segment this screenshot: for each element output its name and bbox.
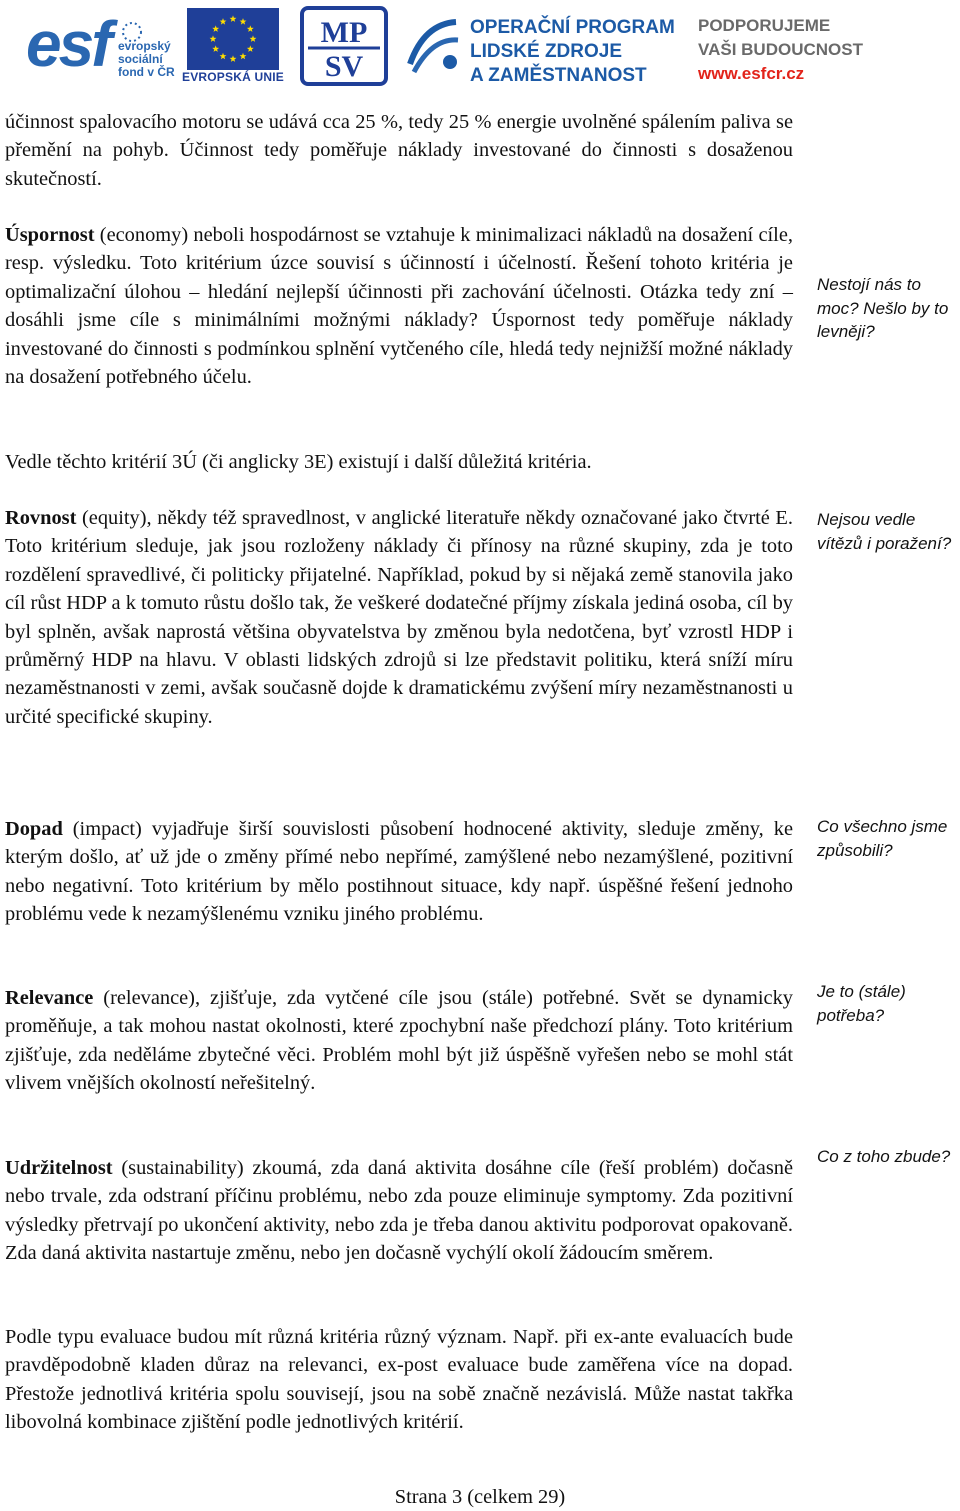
margin-note-economy: Nestojí nás to moc? Nešlo by to levněji? (817, 275, 949, 341)
paragraph-equity: Rovnost (equity), někdy též spravedlnost, v anglické literatuře někdy označované jako čtvrté E. Toto kritérium sleduje, jak jsou rozloženy náklady či přínosy na různé skupiny, zda je toto rozdělení spravedlivé, či politicky přijatelné. Například, pokud by si nějaká země stanovila jako cíl růst HDP a k tomuto růstu došlo tak, že veškeré dodatečné příjmy získala jediná osoba, cíl by byl splněn, avšak naprostá většina obyvatelstva by změnou byla nedotčena, byť vzrostl HDP i průměrný HDP na hlavu. V oblasti lidských zdrojů si lze představit politiku, která sníží míru nezaměstnanosti v zemi, avšak současně dojde k dramatickému zvýšení míry nezaměstnanosti u určité specifické skupiny. (5, 507, 793, 728)
paragraph-economy: Úspornost (economy) neboli hospodárnost se vztahuje k minimalizaci nákladů na dosažení cíle, resp. výsledku. Toto kritérium úzce souvisí s účinností i účelností. Řešení tohoto kritéria je optimalizační úlohou – hledání nejlepší účinnosti při zachování účelnosti. Otázka tedy zní – dosáhli jsme cíle s minimálními možnými náklady? Úspornost tedy poměřuje náklady investované do činnosti s podmínkou splnění vytčeného cíle, hledá tedy nejnižší možné náklady na dosažení potřebného účelu. (5, 224, 793, 389)
paragraph-sustainability: Udržitelnost (sustainability) zkoumá, zda daná aktivita dosáhne cíle (řeší problém) dočasně nebo trvale, zda odstraní příčinu problému, nebo zda pouze eliminuje symptomy. Zda pozitivní výsledky přetrvají po ukončení aktivity, nebo zda je třeba danou aktivitu podporovat opakovaně. Zda daná aktivita nastartuje změnu, nebo jen dočasně vychýlí okolí žádoucím směrem. (5, 1157, 793, 1265)
paragraph-other-criteria: Vedle těchto kritérií 3Ú (či anglicky 3E) existují i další důležitá kritéria. (5, 451, 592, 473)
page-number: Strana 3 (celkem 29) (394, 1486, 566, 1508)
op-program-title: OPERAČNÍ PROGRAM LIDSKÉ ZDROJE A ZAMĚSTNANOST (470, 17, 675, 86)
mpsv-logo (300, 6, 388, 86)
paragraph-efficiency: účinnost spalovacího motoru se udává cca 25 %, tedy 25 % energie uvolněné spálením paliva se přemění na pohyb. Účinnost tedy poměřuje náklady investované do činnosti s dosaženou skutečností. (5, 111, 793, 190)
term-equity: Rovnost (5, 507, 77, 529)
mpsv-line-2: SV (324, 50, 364, 83)
term-impact: Dopad (5, 818, 63, 840)
paragraph-evaluation-types: Podle typu evaluace budou mít různá kritéria různý význam. Např. při ex-ante evaluacích bude pravděpodobně kladen důraz na relevanci, ex-post evaluace bude zaměřena více na dopad. Přestože jednotlivá kritéria spolu souvisejí, jsou na sobě značně nezávislá. Může nastat takřka libovolná kombinace zjištění podle jednotlivých kritérií. (5, 1326, 793, 1434)
paragraph-impact: Dopad (impact) vyjadřuje širší souvislosti působení hodnocené aktivity, sleduje změny, ke kterým došlo, ať už jde o změny přímé nebo nepřímé, zamýšlené nebo nezamýšlené, pozitivní nebo negativní. Toto kritérium by mělo postihnout situace, kdy např. úspěšné řešení jednoho problému vede k nezamýšlenému vzniku jiného problému. (5, 818, 793, 926)
margin-note-relevance: Je to (stále) potřeba? (817, 982, 906, 1025)
eu-label: EVROPSKÁ UNIE (182, 70, 284, 84)
op-emblem-icon (404, 14, 462, 76)
support-slogan: PODPORUJEME VAŠI BUDOUCNOST www.esfcr.cz (698, 14, 863, 86)
margin-note-impact: Co všechno jsme způsobili? (817, 817, 948, 860)
support-url: www.esfcr.cz (698, 64, 805, 83)
term-relevance: Relevance (5, 987, 94, 1009)
margin-note-sustainability: Co z toho zbude? (817, 1147, 951, 1166)
term-economy: Úspornost (5, 224, 95, 246)
eu-flag-icon (187, 8, 279, 70)
term-sustainability: Udržitelnost (5, 1157, 113, 1179)
mpsv-line-1: MP (320, 16, 368, 49)
paragraph-relevance: Relevance (relevance), zjišťuje, zda vytčené cíle jsou (stále) potřebné. Svět se dynamicky proměňuje, a tak mohou nastat okolnosti, které zpochybní naše předchozí plány. Toto kritérium zjišťuje, zda neděláme zbytečné věci. Problém mohl být již úspěšně vyřešen nebo se mohl stát vlivem vnějších okolností neřešitelný. (5, 987, 793, 1095)
esf-subtitle: evropský sociální fond v ČR (118, 39, 175, 79)
margin-note-equity: Nejsou vedle vítězů i poražení? (817, 510, 952, 553)
page-header (0, 0, 960, 100)
esf-logo: esf (26, 8, 110, 80)
